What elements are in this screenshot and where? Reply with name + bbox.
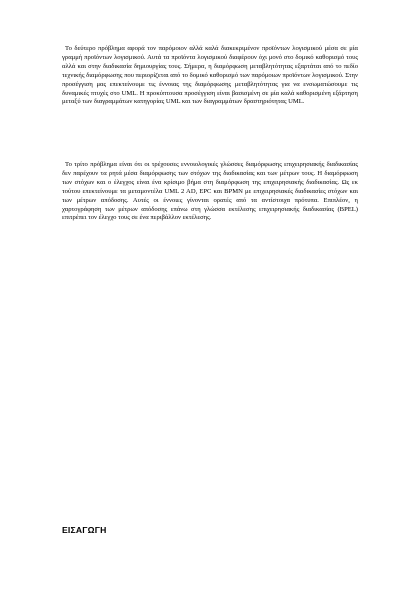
paragraph-third-problem [62,161,358,223]
paragraph-text: Το τρίτο πρόβλημα είναι ότι οι τρέχουσες εννοιολογικές γλώσσες διαμόρφωσης επιχειρησιακής διαδικασίας δεν παρέχουν τα ρητά μέσα διαμόρφωσης των στόχων της διαδικασίας και των μέτρων τους. Η διαμόρφωση των στόχων και ο έλεγχος είναι ένα κρίσιμο βήμα στη διαμόρφωση της επιχειρησιακής διαδικασίας. Ως εκ τούτου επεκτείνουμε τα μεταμοντέλα UML 2 AD, EPC και BPMN με επιχειρησιακές διαδικασίες στόχων και των μέτρων απόδοσης. Αυτές οι έννοιες γίνονται ορατές από τα αντίστοιχα πρότυπα. Επιπλέον, η χαρτογράφηση των μέτρων απόδοσης επάνω στη γλώσσα εκτέλεσης επιχειρησιακής διαδικασίας (BPEL) επιτρέπει τον έλεγχο τους σε ένα περιβάλλον εκτέλεσης. [62,161,358,222]
paragraph-second-problem [62,45,358,107]
section-heading: ΕΙΣΑΓΩΓΗ [62,525,107,535]
paragraph-text: Το δεύτερο πρόβλημα αφορά τον παρόμοιον αλλά καλά διακεκριμένον προϊόντων λογισμικού μέσα σε μία γραμμή προϊόντων λογισμικού. Αυτά τα προϊόντα λογισμικού διαφέρουν όχι μονό στο δομικό καθορισμό τους αλλά και στην διαδικασία δημιουργίας τους. Σήμερα, η διαμόρφωση μεταβλητότητας εξαρτάται από το πεδίο τεχνικής διαμόρφωσης που περιορίζεται από το δομικό καθορισμό των παρόμοιων προϊόντων λογισμικού. Στην προσέγγιση μας επεκτείνουμε τις έννοιας της διαμόρφωσης μεταβλητότητας για να ενσωματώσουμε τις δυναμικές πτυχές στο UML. Η προκύπτουσα προσέγγιση είναι βασισμένη σε μία καλά καθορισμένη εξάρτηση μεταξύ των διαγραμμάτων κατηγορίας UML και των διαγραμμάτων δραστηριότητας UML. [62,45,358,106]
